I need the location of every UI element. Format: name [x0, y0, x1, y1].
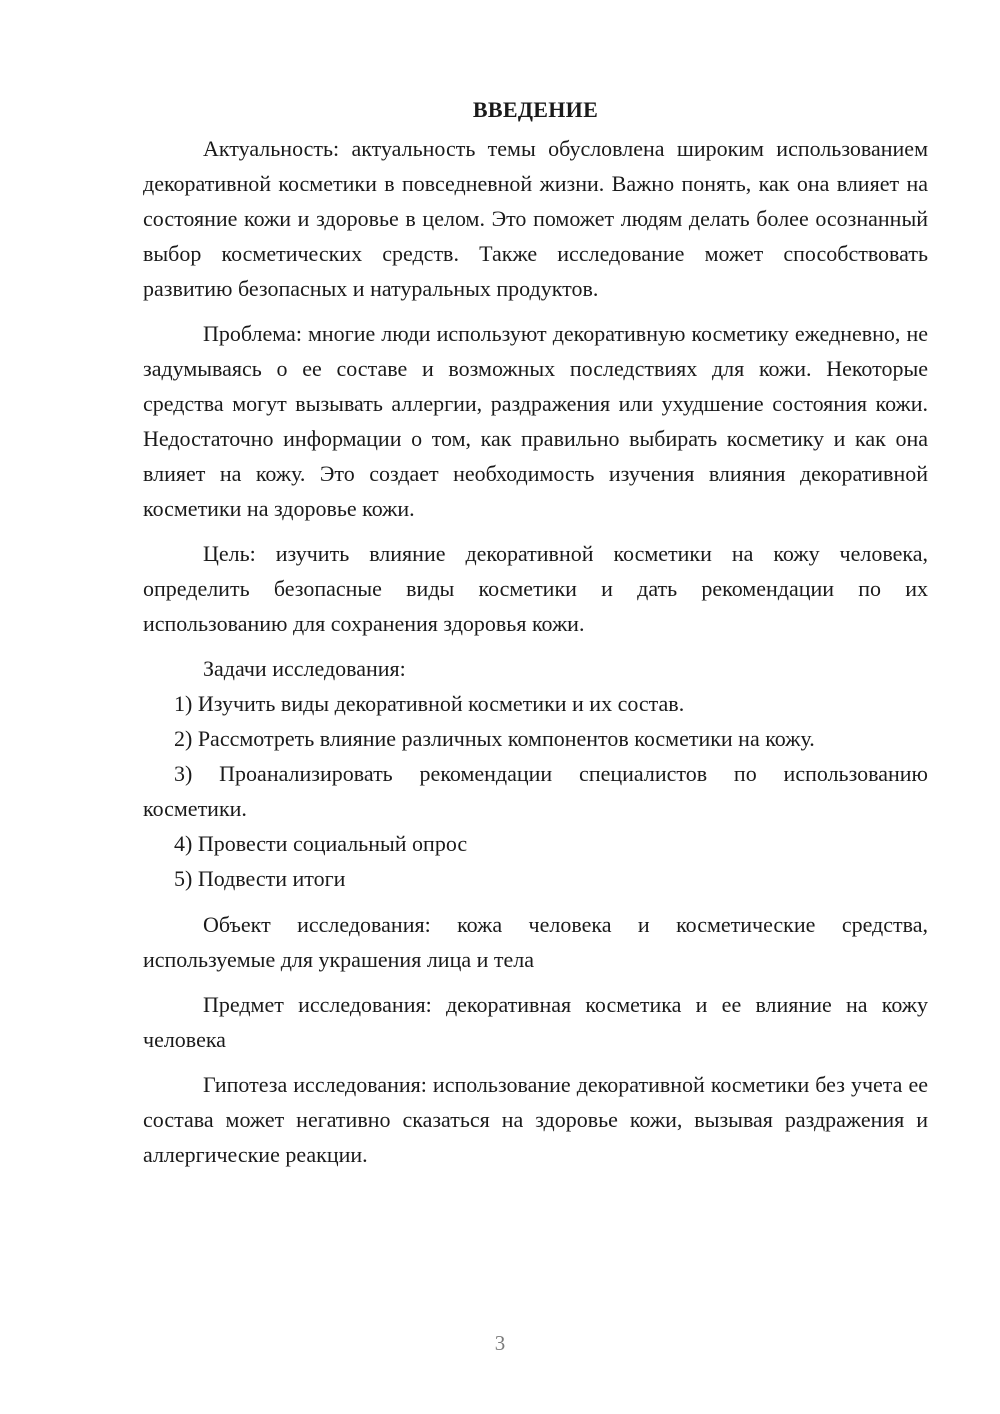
paragraph-relevance: Актуальность: актуальность темы обусловлена широким использованием декоративной косметики в повседневной жизни. Важно понять, как она влияет на состояние кожи и здоровье в целом. Это поможет людям делать более осознанный выбор косметических средств. Также исследование может способствовать развитию безопасных и натуральных продуктов.	[143, 136, 928, 301]
section-title: ВВЕДЕНИЕ	[472, 97, 599, 122]
task-item: 1) Изучить виды декоративной косметики и их состав.	[174, 691, 685, 716]
paragraph-object: Объект исследования: кожа человека и косметические средства, используемые для украшения лица и тела	[143, 912, 928, 972]
task-item: 3) Проанализировать рекомендации специалистов по использованию косметики.	[143, 761, 928, 821]
page-number: 3	[494, 1331, 506, 1355]
task-item: 4) Провести социальный опрос	[174, 831, 468, 856]
task-item: 5) Подвести итоги	[174, 866, 346, 891]
paragraph-subject: Предмет исследования: декоративная косметика и ее влияние на кожу человека	[143, 992, 928, 1052]
paragraph-problem: Проблема: многие люди используют декоративную косметику ежедневно, не задумываясь о ее составе и возможных последствиях для кожи. Некоторые средства могут вызывать аллергии, раздражения или ухудшение состояния кожи. Недостаточно информации о том, как правильно выбирать косметику и как она влияет на кожу. Это создает необходимость изучения влияния декоративной косметики на здоровье кожи.	[143, 321, 928, 521]
paragraph-goal: Цель: изучить влияние декоративной косметики на кожу человека, определить безопасные виды косметики и дать рекомендации по их использованию для сохранения здоровья кожи.	[143, 541, 928, 636]
paragraph-hypothesis: Гипотеза исследования: использование декоративной косметики без учета ее состава может негативно сказаться на здоровье кожи, вызывая раздражения и аллергические реакции.	[143, 1072, 928, 1167]
task-item: 2) Рассмотреть влияние различных компонентов косметики на кожу.	[174, 726, 815, 751]
tasks-list	[143, 686, 928, 896]
tasks-heading: Задачи исследования:	[203, 656, 406, 681]
document-page	[143, 92, 928, 1172]
